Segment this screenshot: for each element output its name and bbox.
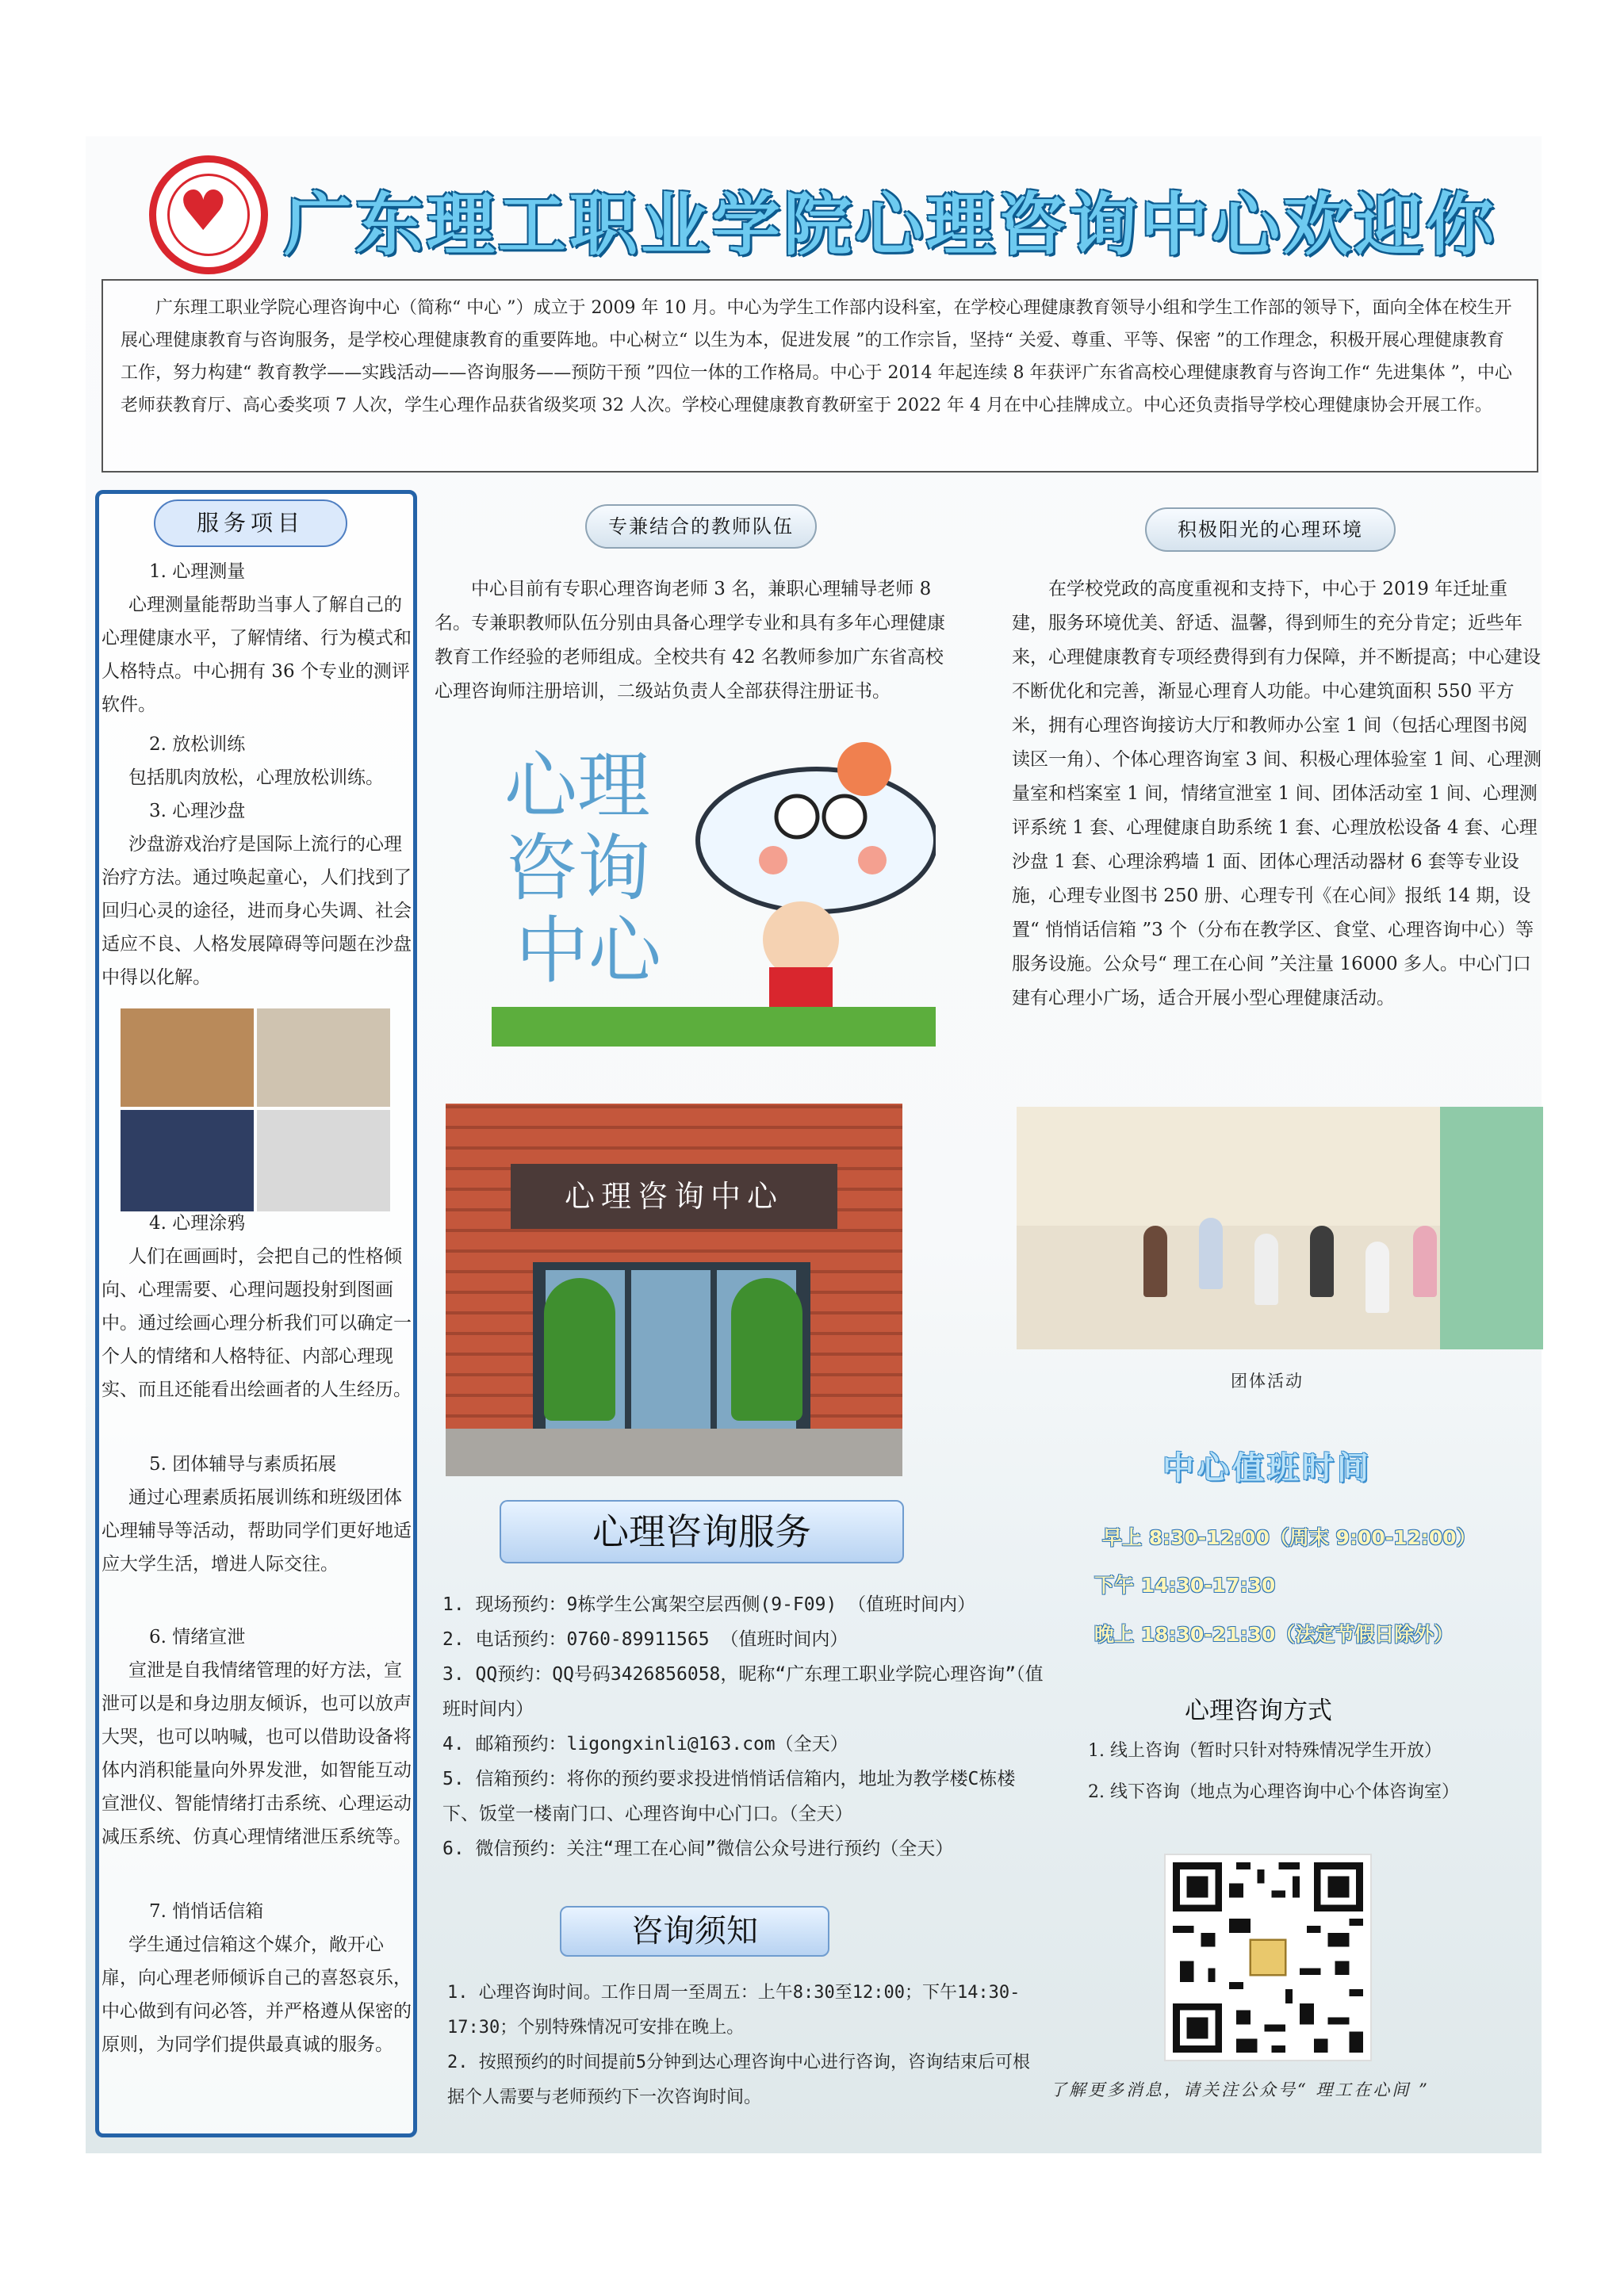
service-item-4	[102, 1207, 414, 1406]
consult-item-6: 6. 微信预约：关注“理工在心间”微信公众号进行预约（全天）	[442, 1839, 954, 1859]
service-item-body: 心理测量能帮助当事人了解自己的心理健康水平，了解情绪、行为模式和人格特点。中心拥有 36 个专业的测评软件。	[102, 595, 412, 715]
page-title: 广东理工职业学院心理咨询中心欢迎你	[284, 186, 1497, 265]
service-item-6	[102, 1621, 414, 1854]
teachers-paragraph: 中心目前有专职心理咨询老师 3 名，兼职心理辅导老师 8 名。专兼职教师队伍分别由具备心理学专业和具有多年心理健康教育工作经验的老师组成。全校共有 42 名教师参加广东省高校心理咨询师注册培训，二级站负责人全部获得注册证书。	[435, 579, 945, 702]
service-item-body: 通过心理素质拓展训练和班级团体心理辅导等活动，帮助同学们更好地适应大学生活，增进人际交往。	[102, 1487, 412, 1575]
center-entrance-photo	[446, 1104, 902, 1476]
consult-item-3: 3. QQ预约：QQ号码3426856058，昵称“广东理工职业学院心理咨询”（值班时间内）	[442, 1664, 1044, 1720]
person	[1143, 1226, 1167, 1297]
follow-note: 了解更多消息，请关注公众号“ 理工在心间 ”	[1050, 2080, 1430, 2099]
art-line-3: 中心	[515, 909, 662, 993]
qr-code-icon	[1164, 1854, 1372, 2061]
service-item-body: 沙盘游戏治疗是国际上流行的心理治疗方法。通过唤起童心，人们找到了回归心灵的途径，进而身心失调、社会适应不良、人格发展障碍等问题在沙盘中得以化解。	[102, 834, 412, 988]
consult-item-4: 4. 邮箱预约：ligongxinli@163.com（全天）	[442, 1734, 848, 1755]
plant-left	[544, 1278, 615, 1421]
service-item-5	[102, 1448, 414, 1581]
consult-service-title: 心理咨询服务	[500, 1500, 904, 1563]
person	[1413, 1226, 1437, 1297]
service-item-body: 宣泄是自我情绪管理的好方法，宣泄可以是和身边朋友倾诉，也可以放声大哭，也可以呐喊，也可以借助设备将体内消积能量向外界发泄，如智能互动宣泄仪、智能情绪打击系统、心理运动减压系统、仿真心理情绪泄压系统等。	[102, 1660, 412, 1847]
person	[1365, 1242, 1389, 1313]
service-item-body: 学生通过信箱这个媒介，敞开心扉，向心理老师倾诉自己的喜怒哀乐，中心做到有问必答，并严格遵从保密的原则，为同学们提供最真诚的服务。	[102, 1934, 412, 2055]
art-line-2: 咨询	[504, 826, 651, 911]
room-window	[1440, 1107, 1543, 1349]
notice-item-1: 1. 心理咨询时间。工作日周一至周五：上午8:30至12:00；下午14:30-17:30；个别特殊情况可安排在晚上。	[447, 1983, 1021, 2038]
service-item-heading: 1. 心理测量	[149, 561, 246, 582]
environment-paragraph: 在学校党政的高度重视和支持下，中心于 2019 年迁址重建，服务环境优美、舒适、温馨，得到师生的充分肯定；近些年来，心理健康教育专项经费得到有力保障，并不断提高；中心建设不断优化和完善，渐显心理育人功能。中心建筑面积 550 平方米，拥有心理咨询接访大厅和教师办公室 1 间（包括心理图书阅读区一角）、个体心理咨询室 3 间、积极心理体验室 1 间、心理测量室和档案室 1 间，情绪宣泄室 1 间、团体活动室 1 间、心理测评系统 1 套、心理健康自助系统 1 套、心理放松设备 4 套、心理沙盘 1 套、心理涂鸦墙 1 面、团体心理活动器材 6 套等专业设施，心理专业图书 250 册、心理专刊《在心间》报纸 14 期，设置“ 悄悄话信箱 ”3 个（分布在教学区、食堂、心理咨询中心）等服务设施。公众号“ 理工在心间 ”关注量 16000 多人。中心门口建有心理小广场，适合开展小型心理健康活动。	[1012, 579, 1542, 1008]
hours-title: 中心值班时间	[1162, 1450, 1372, 1487]
service-item-heading: 5. 团体辅导与素质拓展	[149, 1454, 337, 1475]
method-item-1: 1. 线上咨询（暂时只针对特殊情况学生开放）	[1088, 1741, 1442, 1761]
consult-item-1: 1. 现场预约：9栋学生公寓架空层西侧(9-F09) （值班时间内）	[442, 1594, 976, 1615]
service-item-1	[102, 555, 414, 721]
hours-morning: 早上 8:30-12:00（周末 9:00-12:00）	[1102, 1526, 1477, 1549]
environment-title: 积极阳光的心理环境	[1145, 507, 1396, 552]
service-item-heading: 4. 心理涂鸦	[149, 1213, 246, 1234]
teachers-title: 专兼结合的教师队伍	[585, 504, 817, 549]
person	[1310, 1226, 1334, 1297]
service-item-heading: 3. 心理沙盘	[149, 801, 246, 821]
cloud-and-reader-illustration	[492, 714, 936, 1047]
service-item-heading: 6. 情绪宣泄	[149, 1627, 246, 1647]
service-item-heading: 2. 放松训练	[149, 734, 246, 755]
methods-title: 心理咨询方式	[1185, 1697, 1332, 1725]
person	[1199, 1218, 1223, 1289]
counseling-rooms-photo	[121, 1008, 390, 1211]
group-activity-photo	[1017, 1107, 1543, 1349]
service-item-2	[102, 728, 414, 794]
school-logo	[149, 155, 268, 274]
hours-afternoon: 下午 14:30-17:30	[1094, 1574, 1276, 1597]
consult-item-2: 2. 电话预约：0760-89911565 （值班时间内）	[442, 1629, 848, 1650]
photo-caption: 团体活动	[1231, 1372, 1304, 1391]
center-sign: 心理咨询中心	[511, 1164, 837, 1229]
entrance-floor	[446, 1429, 902, 1476]
plant-right	[731, 1278, 802, 1421]
intro-paragraph: 广东理工职业学院心理咨询中心（简称“ 中心 ”）成立于 2009 年 10 月。中心为学生工作部内设科室，在学校心理健康教育领导小组和学生工作部的领导下，面向全体在校生开展心理健康教育与咨询服务，是学校心理健康教育的重要阵地。中心树立“ 以生为本，促进发展 ”的工作宗旨，坚持“ 关爱、尊重、平等、保密 ”的工作理念，积极开展心理健康教育工作，努力构建“ 教育教学——实践活动——咨询服务——预防干预 ”四位一体的工作格局。中心于 2014 年起连续 8 年获评广东省高校心理健康教育与咨询工作“ 先进集体 ”，中心老师获教育厅、高心委奖项 7 人次，学生心理作品获省级奖项 32 人次。学校心理健康教育教研室于 2022 年 4 月在中心挂牌成立。中心还负责指导学校心理健康协会开展工作。	[102, 279, 1538, 473]
notice-title: 咨询须知	[560, 1906, 829, 1957]
service-item-body: 人们在画画时，会把自己的性格倾向、心理需要、心理问题投射到图画中。通过绘画心理分析我们可以确定一个人的情绪和人格特征、内部心理现实、而且还能看出绘画者的人生经历。	[102, 1246, 412, 1400]
service-item-body: 包括肌肉放松，心理放松训练。	[128, 767, 384, 788]
hours-evening: 晚上 18:30-21:30（法定节假日除外）	[1094, 1623, 1454, 1646]
notice-item-2: 2. 按照预约的时间提前5分钟到达心理咨询中心进行咨询，咨询结束后可根据个人需要与老师预约下一次咨询时间。	[447, 2053, 1030, 2107]
heart-icon: ♥	[178, 178, 228, 243]
method-item-2: 2. 线下咨询（地点为心理咨询中心个体咨询室）	[1088, 1782, 1459, 1802]
services-title: 服务项目	[154, 499, 347, 547]
art-line-1: 心理	[504, 744, 651, 828]
service-item-3	[102, 794, 414, 994]
service-item-heading: 7. 悄悄话信箱	[149, 1901, 264, 1922]
person	[1254, 1234, 1278, 1305]
service-item-7	[102, 1895, 414, 2061]
consult-item-5: 5. 信箱预约：将你的预约要求投进悄悄话信箱内，地址为教学楼C栋楼下、饭堂一楼南门口、心理咨询中心门口。（全天）	[442, 1769, 1016, 1824]
